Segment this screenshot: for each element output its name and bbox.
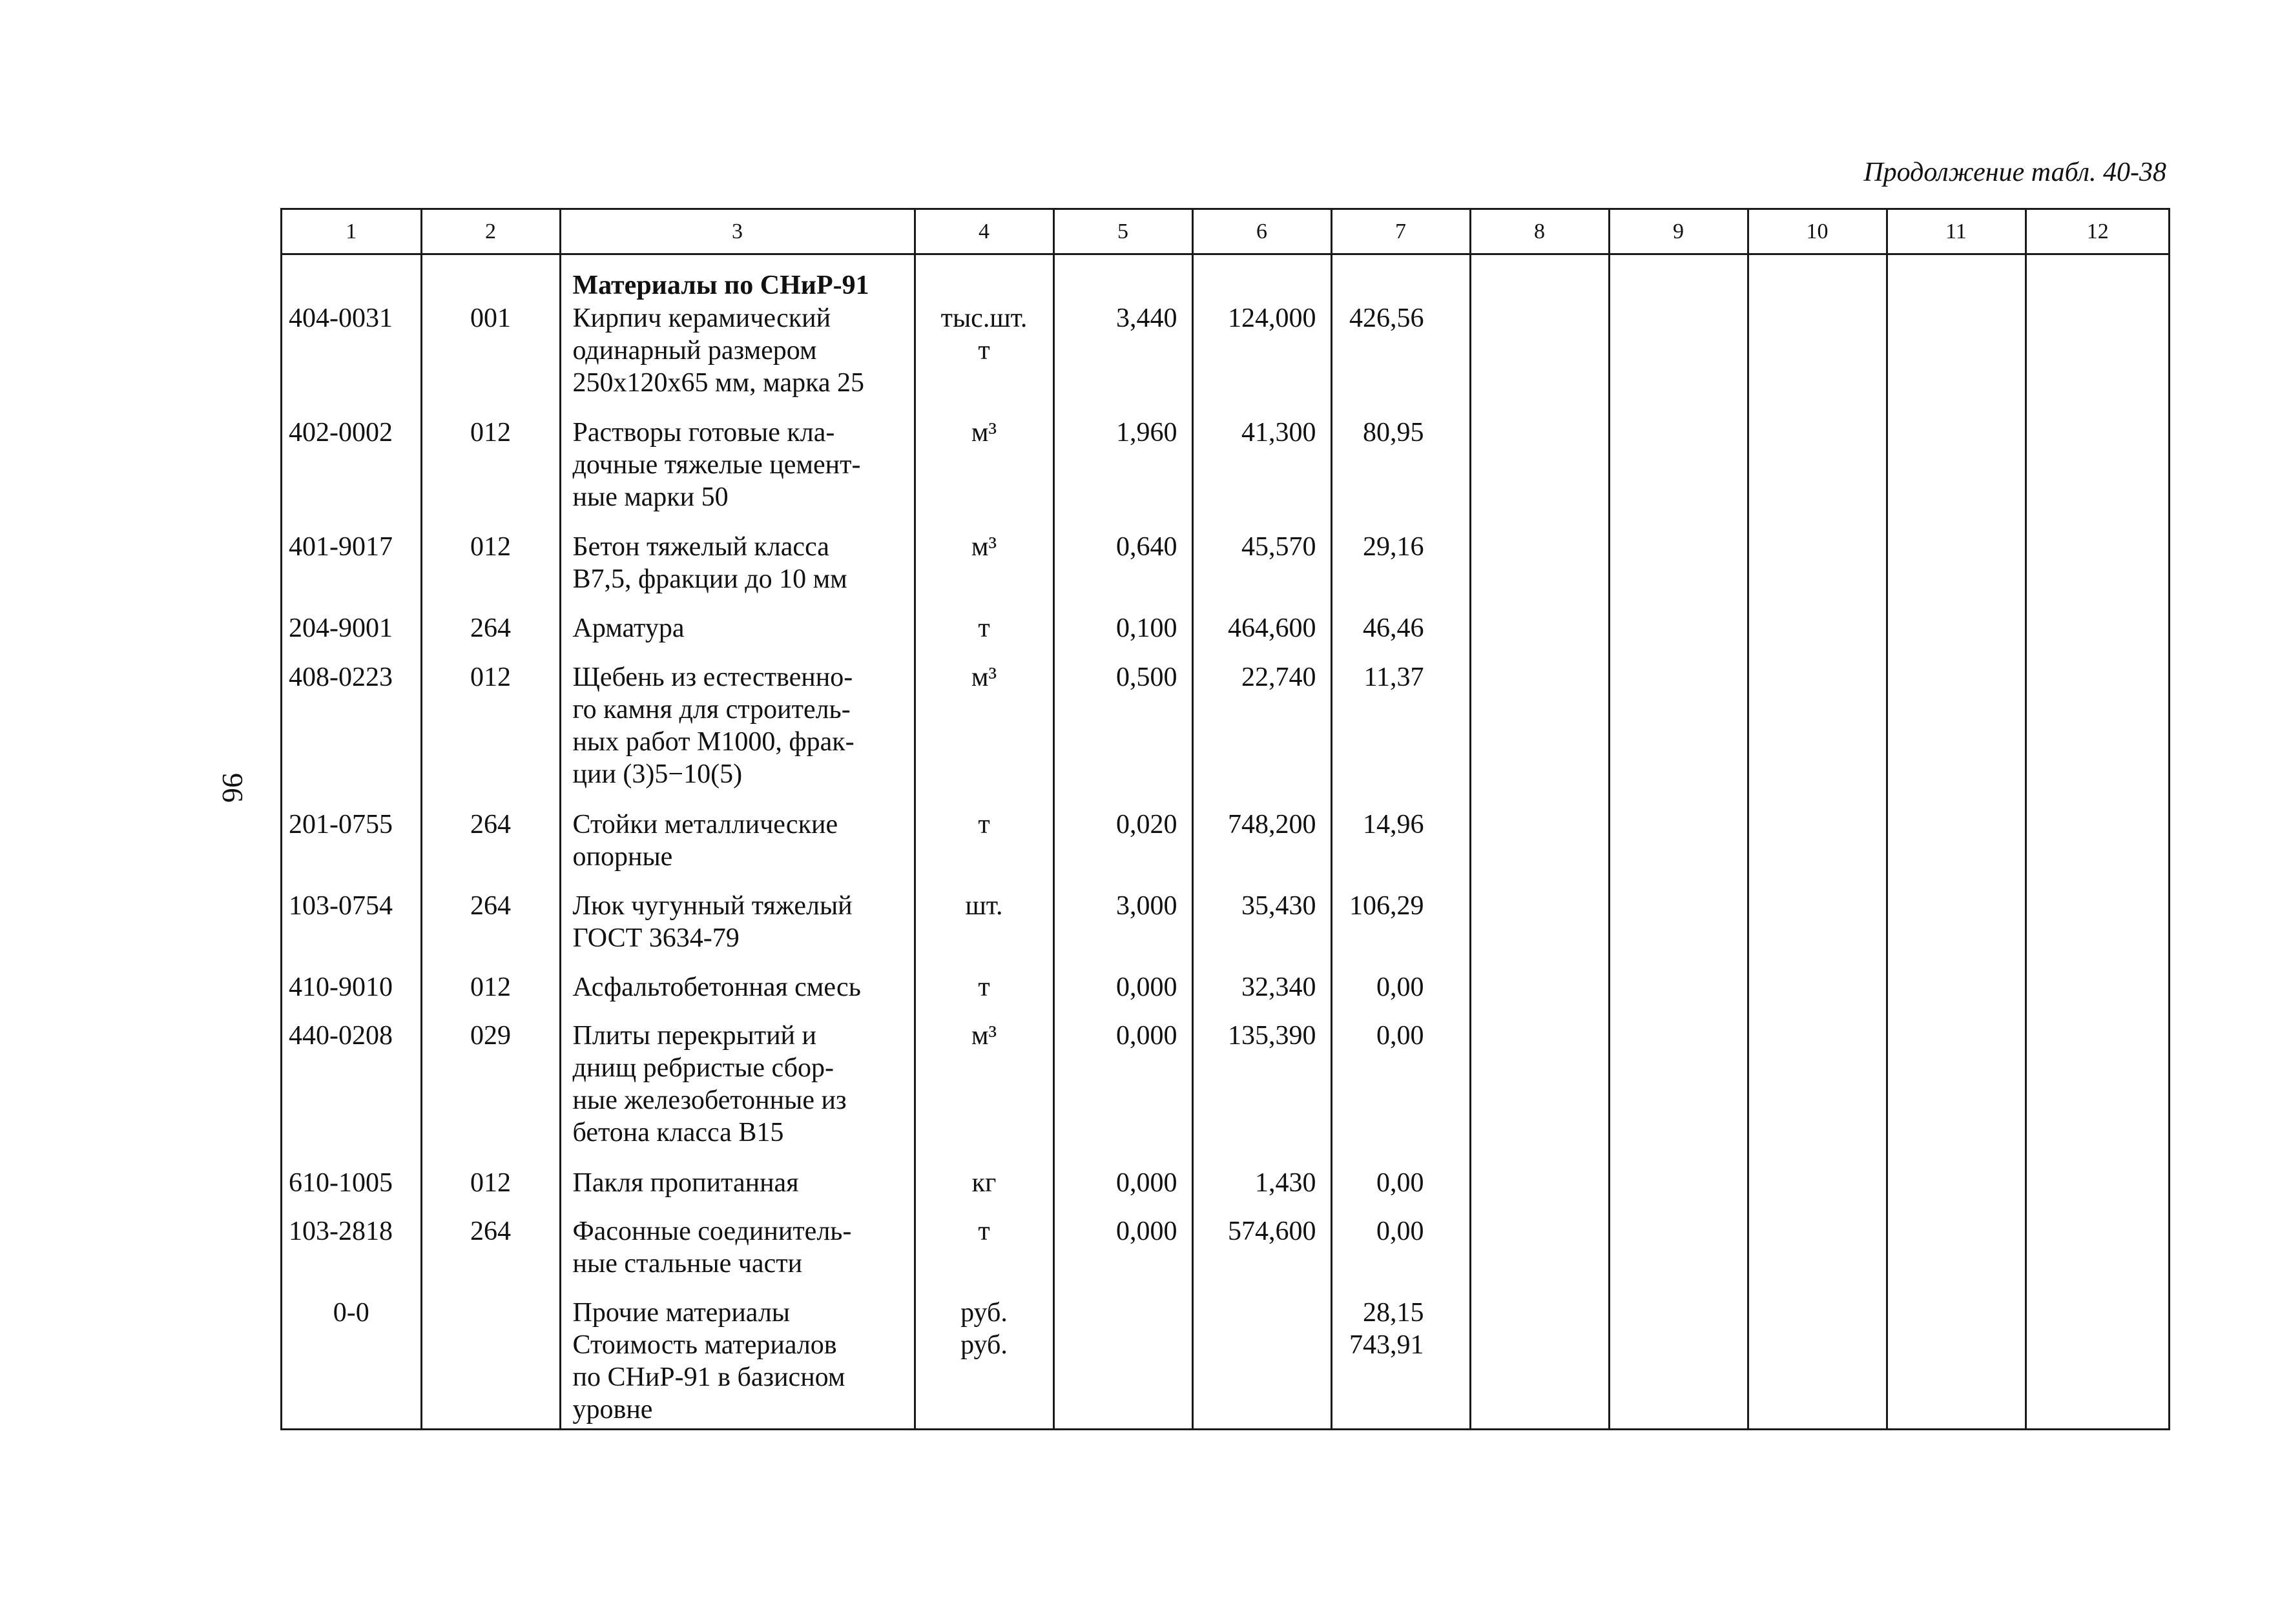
unit-cell-line: руб.: [960, 1298, 1008, 1328]
empty-cell: [1609, 612, 1748, 661]
empty-cell: [2026, 416, 2169, 531]
code-cell: 610-1005: [289, 1168, 393, 1198]
empty-cell: [1470, 661, 1609, 808]
price-cell: 574,600: [1192, 1215, 1331, 1297]
table-row: [282, 808, 2169, 890]
empty-cell: [1887, 1167, 2026, 1215]
empty-cell: [1609, 416, 1748, 531]
group-cell: 012: [421, 661, 560, 808]
quantity-cell: 1,960: [1053, 416, 1192, 531]
empty-cell: [2026, 1167, 2169, 1215]
unit-cell-line: м³: [971, 418, 997, 448]
empty-cell: [1887, 808, 2026, 890]
empty-cell: [1887, 416, 2026, 531]
empty-cell: [2026, 971, 2169, 1020]
group-cell: 001: [421, 302, 560, 416]
column-header: 4: [915, 210, 1053, 254]
total-cell: 0,00: [1331, 1167, 1470, 1215]
group-cell: 012: [421, 971, 560, 1020]
name-cell-line: ГОСТ 3634-79: [572, 923, 740, 953]
column-header: 5: [1053, 210, 1192, 254]
name-cell-line: ные стальные части: [572, 1249, 803, 1279]
column-header: 9: [1609, 210, 1748, 254]
code-cell: 408-0223: [289, 662, 393, 692]
empty-cell: [1748, 971, 1887, 1020]
group-cell: 012: [421, 416, 560, 531]
unit-cell: [915, 1020, 1053, 1167]
table-row: [282, 971, 2169, 1020]
table-row: [282, 661, 2169, 808]
empty-cell: [1748, 661, 1887, 808]
code-cell: 401-9017: [289, 532, 393, 562]
unit-cell-line: руб.: [960, 1330, 1008, 1361]
unit-cell: [915, 1215, 1053, 1297]
group-cell: 012: [421, 1167, 560, 1215]
header-row: [282, 210, 2169, 254]
group-cell: 264: [421, 1215, 560, 1297]
name-cell-line: Пакля пропитанная: [572, 1168, 799, 1198]
total-cell: 29,16: [1331, 531, 1470, 612]
quantity-cell: 0,500: [1053, 661, 1192, 808]
empty-cell: [2026, 808, 2169, 890]
unit-cell-line: т: [978, 336, 990, 366]
empty-cell: [1748, 416, 1887, 531]
code-cell: 0-0: [333, 1298, 369, 1328]
quantity-cell: 3,000: [1053, 890, 1192, 971]
group-cell: 029: [421, 1020, 560, 1167]
unit-cell: [915, 971, 1053, 1020]
name-cell: [560, 302, 915, 416]
price-cell: 45,570: [1192, 531, 1331, 612]
name-cell-line: ных работ М1000, фрак-: [572, 726, 855, 757]
unit-cell: [915, 416, 1053, 531]
empty-cell: [1609, 1215, 1748, 1297]
column-header: 2: [421, 210, 560, 254]
total-cell: 0,00: [1331, 1215, 1470, 1297]
name-cell-line: Кирпич керамический: [572, 303, 831, 334]
empty-cell: [1748, 1020, 1887, 1167]
empty-cell: [1470, 1215, 1609, 1297]
empty-cell: [1887, 890, 2026, 971]
empty-cell: [1470, 808, 1609, 890]
empty-cell: [1887, 1215, 2026, 1297]
unit-cell-line: т: [978, 1217, 990, 1247]
name-cell-line: уровне: [572, 1395, 653, 1425]
empty-cell: [2026, 890, 2169, 971]
name-cell-line: Растворы готовые кла-: [572, 418, 835, 448]
code-cell: 103-2818: [289, 1217, 393, 1247]
name-cell-line: Фасонные соединитель-: [572, 1217, 852, 1247]
quantity-cell: 0,000: [1053, 1020, 1192, 1167]
empty-cell: [1470, 1020, 1609, 1167]
total-cell-line: 743,91: [1349, 1330, 1424, 1361]
name-cell-line: дочные тяжелые цемент-: [572, 450, 861, 480]
table-row: [282, 1167, 2169, 1215]
unit-cell-line: м³: [971, 532, 997, 562]
section-title: Материалы по СНиР-91: [560, 254, 915, 303]
quantity-cell: 0,100: [1053, 612, 1192, 661]
unit-cell-line: т: [978, 972, 990, 1002]
name-cell-line: бетона класса В15: [572, 1118, 784, 1148]
empty-cell: [1609, 808, 1748, 890]
name-cell: [560, 416, 915, 531]
unit-cell: [915, 612, 1053, 661]
empty-cell: [1887, 302, 2026, 416]
group-cell: 264: [421, 808, 560, 890]
table-row: [282, 1215, 2169, 1297]
empty-cell: [1053, 1297, 1192, 1428]
name-cell-line: ные железобетонные из: [572, 1085, 847, 1116]
column-header: 8: [1470, 210, 1609, 254]
empty-cell: [1748, 531, 1887, 612]
name-cell: [560, 612, 915, 661]
price-cell: 464,600: [1192, 612, 1331, 661]
materials-table: [282, 210, 2169, 1428]
name-cell: [560, 1297, 915, 1428]
quantity-cell: 3,440: [1053, 302, 1192, 416]
price-cell: 1,430: [1192, 1167, 1331, 1215]
table-row: [282, 890, 2169, 971]
group-cell: 264: [421, 612, 560, 661]
empty-cell: [1470, 302, 1609, 416]
unit-cell-line: м³: [971, 662, 997, 692]
materials-table-container: [280, 208, 2170, 1430]
empty-cell: [421, 1297, 560, 1428]
unit-cell-line: кг: [971, 1168, 997, 1198]
unit-cell-line: тыс.шт.: [940, 303, 1028, 334]
empty-cell: [2026, 531, 2169, 612]
unit-cell: [915, 661, 1053, 808]
column-header: 12: [2026, 210, 2169, 254]
unit-cell-line: м³: [971, 1021, 997, 1051]
code-cell: 410-9010: [289, 972, 393, 1002]
price-cell: 748,200: [1192, 808, 1331, 890]
name-cell-line: го камня для строитель-: [572, 694, 851, 725]
price-cell: 35,430: [1192, 890, 1331, 971]
name-cell-line: ции (3)5−10(5): [572, 759, 743, 789]
name-cell: [560, 971, 915, 1020]
group-cell: 264: [421, 890, 560, 971]
unit-cell: [915, 808, 1053, 890]
code-cell: 103-0754: [289, 890, 393, 921]
name-cell-line: днищ ребристые сбор-: [572, 1053, 834, 1084]
table-row: [282, 416, 2169, 531]
empty-cell: [1887, 661, 2026, 808]
unit-cell-line: шт.: [965, 890, 1003, 921]
name-cell-line: ные марки 50: [572, 482, 729, 513]
empty-cell: [1887, 612, 2026, 661]
name-cell-line: Бетон тяжелый класса: [572, 532, 829, 562]
table-row: [282, 302, 2169, 416]
name-cell-line: опорные: [572, 841, 673, 872]
total-cell: 426,56: [1331, 302, 1470, 416]
empty-cell: [2026, 1297, 2169, 1428]
unit-cell: [915, 1297, 1053, 1428]
name-cell: [560, 890, 915, 971]
code-cell: 204-9001: [289, 613, 393, 644]
price-cell: 41,300: [1192, 416, 1331, 531]
total-cell: 46,46: [1331, 612, 1470, 661]
empty-cell: [2026, 612, 2169, 661]
empty-cell: [1470, 1167, 1609, 1215]
code-cell: 402-0002: [289, 418, 393, 448]
code-cell: 404-0031: [289, 303, 393, 334]
empty-cell: [1748, 1215, 1887, 1297]
unit-cell-line: т: [978, 613, 990, 644]
quantity-cell: 0,000: [1053, 1167, 1192, 1215]
empty-cell: [1470, 416, 1609, 531]
name-cell-line: В7,5, фракции до 10 мм: [572, 564, 847, 595]
name-cell-line: Плиты перекрытий и: [572, 1021, 817, 1051]
empty-cell: [1609, 1167, 1748, 1215]
total-cell: 14,96: [1331, 808, 1470, 890]
name-cell-line: Стоимость материалов: [572, 1330, 837, 1361]
name-cell: [560, 531, 915, 612]
unit-cell-line: т: [978, 809, 990, 839]
column-header: 1: [282, 210, 421, 254]
empty-cell: [1609, 661, 1748, 808]
total-cell: 11,37: [1331, 661, 1470, 808]
column-header: 3: [560, 210, 915, 254]
empty-cell: [2026, 302, 2169, 416]
name-cell: [560, 1020, 915, 1167]
name-cell-line: Люк чугунный тяжелый: [572, 890, 853, 921]
empty-cell: [1748, 612, 1887, 661]
empty-cell: [1748, 890, 1887, 971]
page-number: 96: [216, 773, 249, 803]
empty-cell: [1748, 302, 1887, 416]
empty-cell: [1609, 1297, 1748, 1428]
unit-cell: [915, 1167, 1053, 1215]
empty-cell: [1470, 531, 1609, 612]
name-cell-line: 250х120х65 мм, марка 25: [572, 368, 864, 398]
empty-cell: [1609, 531, 1748, 612]
total-cell-line: 28,15: [1363, 1298, 1424, 1328]
empty-cell: [1609, 1020, 1748, 1167]
price-cell: 32,340: [1192, 971, 1331, 1020]
name-cell: [560, 1215, 915, 1297]
empty-cell: [1470, 612, 1609, 661]
total-cell: 0,00: [1331, 971, 1470, 1020]
empty-cell: [1887, 1020, 2026, 1167]
empty-cell: [1887, 971, 2026, 1020]
price-cell: 135,390: [1192, 1020, 1331, 1167]
empty-cell: [1609, 971, 1748, 1020]
empty-cell: [1887, 531, 2026, 612]
empty-cell: [1470, 1297, 1609, 1428]
empty-cell: [1748, 1167, 1887, 1215]
empty-cell: [1470, 971, 1609, 1020]
name-cell-line: Щебень из естественно-: [572, 662, 853, 692]
quantity-cell: 0,000: [1053, 1215, 1192, 1297]
column-header: 7: [1331, 210, 1470, 254]
column-header: 10: [1748, 210, 1887, 254]
unit-cell: [915, 890, 1053, 971]
code-cell: 440-0208: [289, 1021, 393, 1051]
name-cell-line: по СНиР-91 в базисном: [572, 1362, 845, 1393]
empty-cell: [2026, 1020, 2169, 1167]
empty-cell: [2026, 1215, 2169, 1297]
column-header: 11: [1887, 210, 2026, 254]
price-cell: 124,000: [1192, 302, 1331, 416]
price-cell: 22,740: [1192, 661, 1331, 808]
name-cell-line: Асфальтобетонная смесь: [572, 972, 861, 1002]
name-cell-line: Стойки металлические: [572, 809, 838, 839]
total-cell: 80,95: [1331, 416, 1470, 531]
empty-cell: [1887, 1297, 2026, 1428]
unit-cell: [915, 531, 1053, 612]
empty-cell: [1748, 1297, 1887, 1428]
name-cell: [560, 1167, 915, 1215]
empty-cell: [1192, 1297, 1331, 1428]
table-row: [282, 1020, 2169, 1167]
empty-cell: [1748, 808, 1887, 890]
name-cell-line: Прочие материалы: [572, 1298, 790, 1328]
table-row: [282, 531, 2169, 612]
name-cell-line: одинарный размером: [572, 336, 817, 366]
total-cell: 0,00: [1331, 1020, 1470, 1167]
code-cell: 201-0755: [289, 809, 393, 839]
total-cell: 106,29: [1331, 890, 1470, 971]
name-cell: [560, 661, 915, 808]
table-row-final: [282, 1297, 2169, 1428]
table-body: [282, 254, 2169, 1429]
group-cell: 012: [421, 531, 560, 612]
quantity-cell: 0,020: [1053, 808, 1192, 890]
unit-cell: [915, 302, 1053, 416]
section-row: [282, 254, 2169, 303]
empty-cell: [1609, 302, 1748, 416]
quantity-cell: 0,640: [1053, 531, 1192, 612]
empty-cell: [1470, 890, 1609, 971]
column-header: 6: [1192, 210, 1331, 254]
empty-cell: [2026, 661, 2169, 808]
table-row: [282, 612, 2169, 661]
name-cell-line: Арматура: [572, 613, 685, 644]
empty-cell: [1609, 890, 1748, 971]
table-caption: Продолжение табл. 40-38: [1863, 158, 2166, 187]
total-cell: [1331, 1297, 1470, 1428]
name-cell: [560, 808, 915, 890]
quantity-cell: 0,000: [1053, 971, 1192, 1020]
